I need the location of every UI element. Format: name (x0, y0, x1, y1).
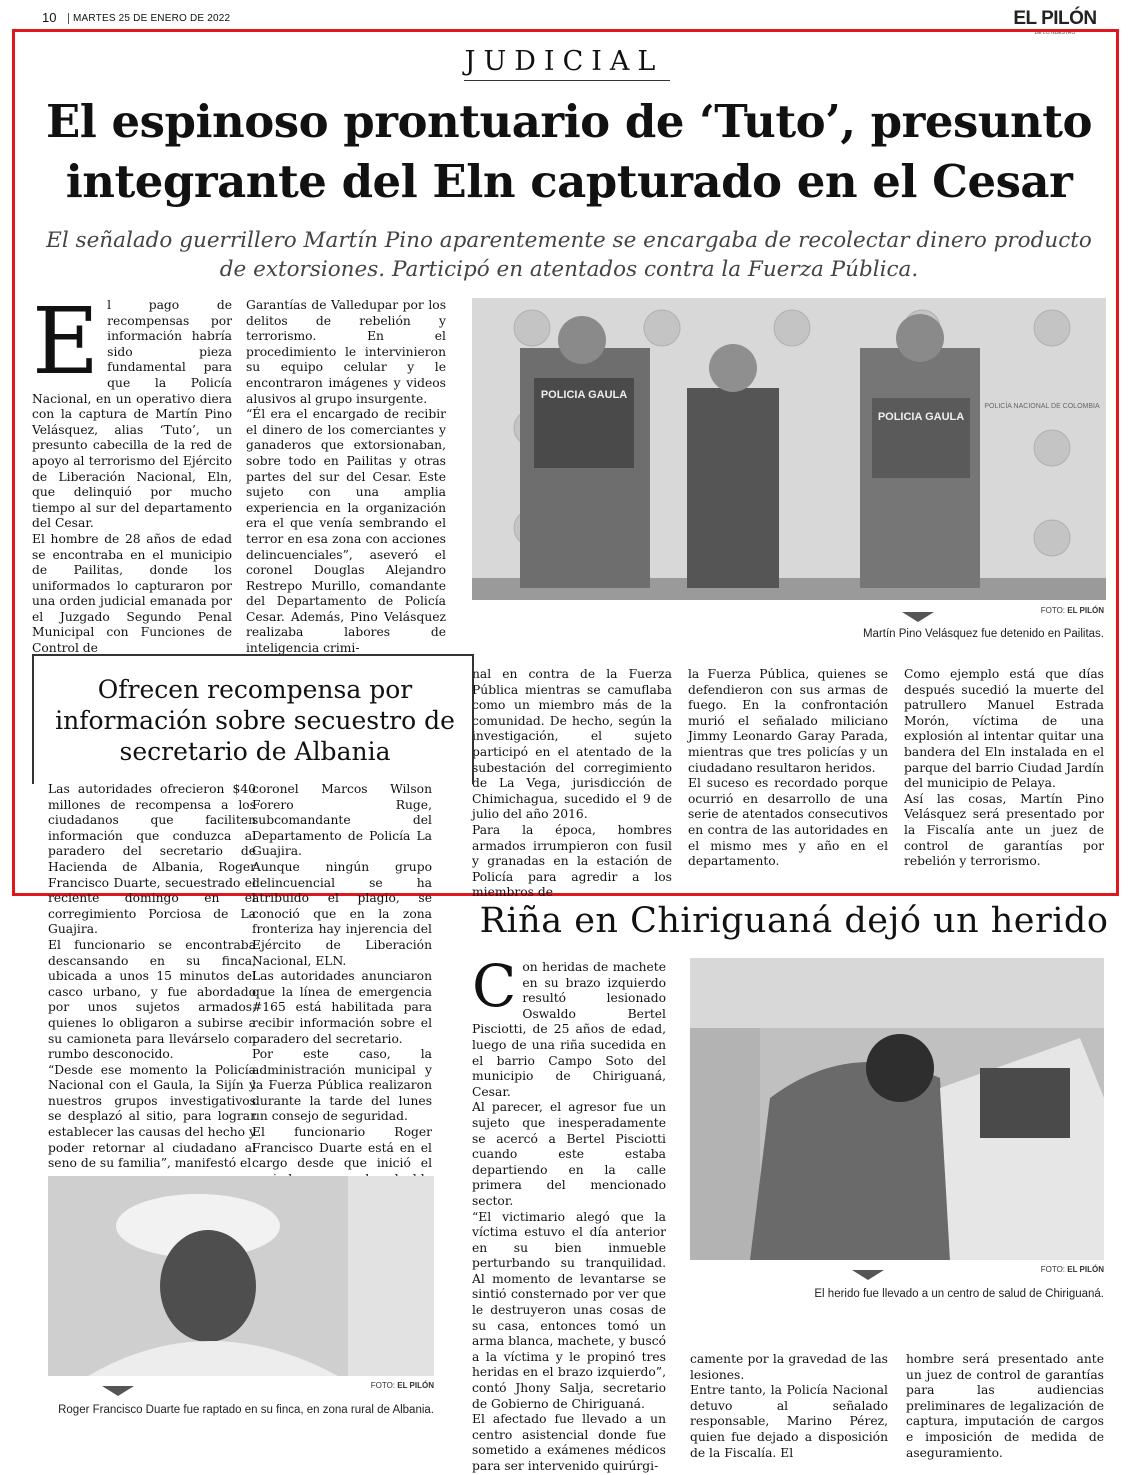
main-col-5-p2: Así las cosas, Martín Pino Velásquez será presentado por la Fiscalía ante un juez de control de garantías por rebelión y terrorismo. (904, 791, 1104, 869)
third-photo-caption: El herido fue llevado a un centro de salud de Chiriguaná. (814, 1288, 1104, 1300)
main-photo (472, 298, 1106, 600)
third-photo-credit (990, 1265, 1104, 1274)
third-headline: Riña en Chiriguaná dejó un herido (479, 901, 1109, 941)
side-photo-credit-name: EL PILÓN (397, 1381, 434, 1390)
main-col-4 (688, 667, 888, 870)
main-deck: El señalado guerrillero Martín Pino aparentemente se encargaba de recolectar dinero producto de extorsiones. Participó en atentados contra la Fuerza Pública. (46, 228, 1092, 282)
side-col-2-p2: Aunque ningún grupo delincuencial se ha atribuido el plagio, se conoció que en la zona fronteriza hay injerencia del Ejército de Liberación Nacional, ELN. (252, 859, 432, 968)
main-col-2-p2: “Él era el encargado de recibir el dinero de los comerciantes y ganaderos que extorsionaban, sobre todo en Pailitas y otras partes del sur del Cesar. Este sujeto con una amplia experiencia en la organización era el que venía sembrando el terror en esa zona con acciones delincuenciales”, aseveró el coronel Douglas Alejandro Restrepo Murillo, comandante del Departamento de Policía Cesar. Además, Pino Velásquez realizaba labores de inteligencia crimi- (246, 407, 446, 656)
third-col-2 (690, 1352, 888, 1461)
backdrop-label: POLICÍA NACIONAL DE COLOMBIA (984, 403, 1100, 410)
side-headline: Ofrecen recompensa por información sobre secuestro de secretario de Albania (55, 675, 455, 766)
third-col-1 (472, 952, 666, 1475)
side-photo-credit (320, 1381, 434, 1390)
side-photo-credit-label: FOTO: (370, 1381, 396, 1390)
side-col-1 (48, 782, 256, 1172)
side-col-2 (252, 782, 432, 1219)
third-photo-arrow-icon (852, 1270, 884, 1280)
vest-label-left: POLICIA GAULA (540, 389, 628, 401)
newspaper-logo: EL PILÓN (1013, 8, 1097, 29)
third-photo (690, 958, 1104, 1260)
section-kicker: JUDICIAL (464, 46, 664, 77)
main-col-5 (904, 667, 1104, 870)
third-photo-credit-label: FOTO: (1040, 1265, 1066, 1274)
main-photo-illustration (472, 298, 1106, 600)
third-col-1-p1: on heridas de machete en su brazo izquierdo resultó lesionado Oswaldo Bertel Pisciotti, de 25 años de edad, luego de una riña sucedida en el barrio Campo Soto del municipio de Chiriguaná, Cesar. (472, 960, 666, 1099)
kicker-underline (464, 80, 670, 81)
side-col-2-p4: Por este caso, la administración municipal y la Fuerza Pública realizaron durante la tarde del lunes un consejo de seguridad. (252, 1047, 432, 1124)
main-photo-credit (950, 606, 1104, 615)
side-photo-arrow-icon (102, 1386, 134, 1396)
main-photo-credit-name: EL PILÓN (1067, 606, 1104, 615)
side-photo-caption: Roger Francisco Duarte fue raptado en su finca, en zona rural de Albania. (58, 1404, 434, 1416)
third-photo-credit-name: EL PILÓN (1067, 1265, 1104, 1274)
main-col-2 (246, 298, 446, 657)
main-col-1-p2: El hombre de 28 años de edad se encontraba en el municipio de Pailitas, donde los uniformados lo capturaron por una orden judicial emanada por el Juzgado Segundo Penal Municipal con Funciones de Control de (32, 531, 232, 656)
third-col-3 (906, 1352, 1104, 1461)
main-dropcap: E (32, 288, 100, 395)
side-col-1-p3: “Desde ese momento la Policía Nacional con el Gaula, la Sijín y nuestros grupos investigativos se desplazó al sitio, para lograr establecer las causas del hecho y poder retornar al ciudadano al seno de su familia”, manifestó el (48, 1062, 256, 1171)
main-col-3 (472, 667, 672, 901)
main-photo-credit-label: FOTO: (1040, 606, 1066, 615)
third-col-1-p4: El afectado fue llevado a un centro asistencial donde fue sometido a exámenes médicos para ser intervenido quirúrgi- (472, 1412, 666, 1473)
side-photo-illustration (48, 1176, 434, 1376)
main-col-2-p1: Garantías de Valledupar por los delitos de rebelión y terrorismo. En el procedimiento le intervinieron su equipo celular y le encontraron imágenes y videos alusivos al grupo insurgente. (246, 298, 446, 406)
side-col-2-p5: El funcionario Roger Francisco Duarte está en el cargo desde que inició el (252, 1125, 432, 1171)
vest-label-right: POLICIA GAULA (877, 411, 965, 423)
side-col-2-p1: coronel Marcos Wilson Forero Ruge, subcomandante del Departamento de Policía La Guajira. (252, 782, 432, 859)
main-photo-arrow-icon (902, 612, 934, 622)
main-photo-caption: Martín Pino Velásquez fue detenido en Pailitas. (862, 628, 1104, 640)
third-col-2-p2: Entre tanto, la Policía Nacional detuvo al señalado responsable, Marino Pérez, quien fue dejado a disposición de la Fiscalía. El (690, 1383, 888, 1460)
main-col-5-p1: Como ejemplo está que días después sucedió la muerte del patrullero Manuel Estrada Morón, víctima de una explosión al intentar quitar una bandera del Eln instalada en el parque del barrio Ciudad Jardín del municipio de Pelaya. (904, 667, 1104, 791)
third-col-3-p1: hombre será presentado ante un juez de control de garantías para las audiencias preliminares de legalización de captura, imputación de cargos e imposición de medida de aseguramiento. (906, 1352, 1104, 1460)
side-col-1-p1: Las autoridades ofrecieron $40 millones de recompensa a los ciudadanos que faciliten información que conduzca al paradero del secretario de Hacienda de Albania, Roger Francisco Duarte, secuestrado el reciente domingo en el corregimiento Porciosa de La Guajira. (48, 782, 256, 937)
third-photo-illustration (690, 958, 1104, 1260)
main-col-4-p2: El suceso es recordado porque ocurrió en desarrollo de una serie de atentados consecutivos en contra de las autoridades en el mismo mes y año en el departamento. (688, 776, 888, 869)
main-col-1 (32, 288, 232, 657)
third-col-2-p1: camente por la gravedad de las lesiones. (690, 1352, 888, 1382)
main-col-3-p2: Para la época, hombres armados irrumpieron con fusil y granadas en la estación de Policía para agredir a los miembros de (472, 822, 672, 900)
logo-tagline: DE LO NUESTRO (1034, 30, 1076, 36)
third-col-1-p3: “El victimario alegó que la víctima estuvo el día anterior en su bien inmueble perturbando su tranquilidad. Al momento de levantarse se sintió consternado por ver que le destruyeron unas cosas de su casa, entonces tomó un arma blanca, machete, y buscó a la víctima y le propinó tres heridas en el brazo izquierdo”, contó Jhony Salja, secretario de Gobierno de Chiriguaná. (472, 1209, 666, 1411)
main-headline: El espinoso prontuario de ‘Tuto’, presunto integrante del Eln capturado en el Cesar (45, 95, 1093, 208)
third-col-1-p2: Al parecer, el agresor fue un sujeto que inesperadamente se acercó a Bertel Pisciotti cuando este estaba departiendo en la calle primera del mencionado sector. (472, 1100, 666, 1208)
main-col-3-p1: nal en contra de la Fuerza Pública mientras se camuflaba como un miembro más de la comunidad. De hecho, según la investigación, el sujeto participó en el atentado de la subestación del corregimiento de La Vega, jurisdicción de Chimichagua, sucedido el 9 de julio del año 2016. (472, 667, 672, 822)
side-col-1-p2: El funcionario se encontraba descansando en su finca, ubicada a unos 15 minutos del casco urbano, y fue abordado por unos sujetos armados, quienes lo obligaron a subirse a su camioneta para llevárselo con rumbo desconocido. (48, 937, 256, 1062)
third-dropcap: C (472, 952, 517, 1020)
main-col-1-p1: l pago de recompensas por información habría sido pieza fundamental para que la Policía Nacional, en un operativo diera con la captura de Martín Pino Velásquez, alias ‘Tuto’, un presunto cabecilla de la red de apoyo al terrorismo del Ejército de Liberación Nacional, Eln, que delinquió por mucho tiempo al sur del departamento del Cesar. (32, 298, 232, 531)
side-col-2-p3: Las autoridades anunciaron que la línea de emergencia #165 está habilitada para recibir información sobre el paradero del secretario. (252, 969, 432, 1046)
side-photo (48, 1176, 434, 1376)
issue-date: MARTES 25 DE ENERO DE 2022 (68, 13, 230, 24)
main-col-4-p1: la Fuerza Pública, quienes se defendieron con sus armas de fuego. En la confrontación murió el señalado miliciano Jimmy Leonardo Garay Parada, mientras que tres policías y un ciudadano resultaron heridos. (688, 667, 888, 775)
page-number: 10 (42, 10, 57, 25)
